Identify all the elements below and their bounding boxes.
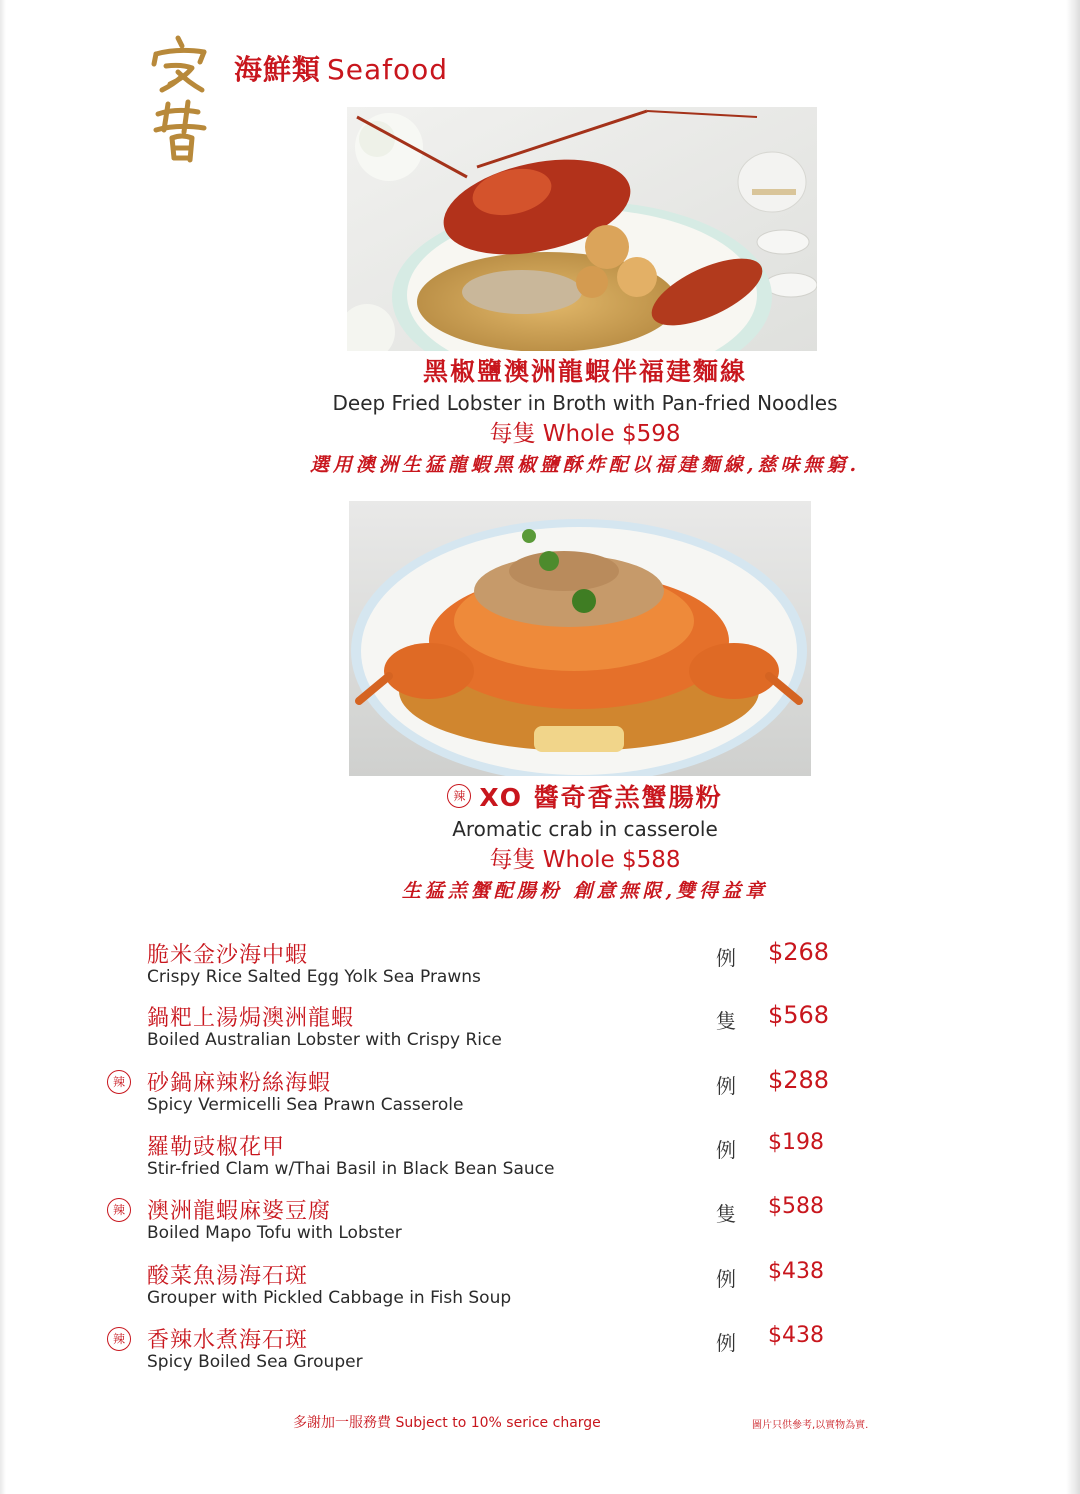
dish-description: 生猛羔蟹配腸粉 創意無限,雙得益章 (401, 880, 769, 902)
restaurant-logo (148, 34, 212, 166)
featured-dish-lobster (240, 356, 930, 480)
item-price: $588 (768, 1194, 824, 1219)
menu-item (0, 1321, 1080, 1385)
item-name-chinese: 澳洲龍蝦麻婆豆腐 (147, 1199, 332, 1224)
item-name-english: Boiled Australian Lobster with Crispy Rice (147, 1030, 502, 1050)
menu-item (0, 1064, 1080, 1128)
item-name-english: Crispy Rice Salted Egg Yolk Sea Prawns (147, 967, 481, 987)
item-name-chinese: 香辣水煮海石斑 (147, 1328, 309, 1353)
item-price: $268 (768, 938, 830, 966)
item-unit: 例 (716, 946, 736, 970)
item-name-english: Stir-fried Clam w/Thai Basil in Black Bean Sauce (147, 1159, 555, 1179)
item-price: $438 (768, 1323, 824, 1348)
item-unit: 隻 (716, 1202, 736, 1226)
dish-description: 選用澳洲生猛龍蝦黑椒鹽酥炸配以福建麵線,慈味無窮. (309, 454, 861, 476)
item-name-chinese: 脆米金沙海中蝦 (147, 943, 309, 968)
item-unit: 隻 (716, 1009, 736, 1033)
item-name-english: Grouper with Pickled Cabbage in Fish Soup (147, 1288, 512, 1308)
item-price: $438 (768, 1259, 824, 1284)
item-unit: 例 (716, 1074, 736, 1098)
featured-dish-crab (240, 782, 930, 906)
item-name-english: Spicy Vermicelli Sea Prawn Casserole (147, 1095, 464, 1115)
dish-name-english: Deep Fried Lobster in Broth with Pan-fried Noodles (332, 391, 838, 415)
menu-item (0, 1128, 1080, 1192)
menu-item (0, 1257, 1080, 1321)
title-chinese: 海鮮類 (234, 53, 322, 86)
title-english: Seafood (327, 53, 449, 86)
item-price: $198 (768, 1130, 824, 1155)
spicy-icon: 辣 (107, 1327, 131, 1351)
item-name-chinese: 砂鍋麻辣粉絲海蝦 (147, 1071, 332, 1096)
menu-item (0, 936, 1080, 1000)
item-name-english: Boiled Mapo Tofu with Lobster (147, 1223, 402, 1243)
item-unit: 例 (716, 1331, 736, 1355)
photo-disclaimer: 圖片只供參考,以實物為實. (752, 1420, 869, 1431)
item-name-chinese: 鍋粑上湯焗澳洲龍蝦 (147, 1006, 355, 1031)
item-unit: 例 (716, 1138, 736, 1162)
menu-item (0, 1192, 1080, 1256)
spicy-icon: 辣 (107, 1198, 131, 1222)
menu-item (0, 999, 1080, 1063)
item-price: $288 (768, 1066, 830, 1094)
dish-name-english: Aromatic crab in casserole (452, 817, 718, 841)
service-charge-note: 多謝加一服務費 Subject to 10% serice charge (293, 1415, 601, 1431)
dish-price: 每隻 Whole $598 (489, 421, 681, 447)
item-name-english: Spicy Boiled Sea Grouper (147, 1352, 363, 1372)
dish-price: 每隻 Whole $588 (489, 847, 681, 873)
spicy-icon: 辣 (107, 1070, 131, 1094)
dish-name-chinese: 黑椒鹽澳洲龍蝦伴福建麵線 (422, 357, 747, 386)
crab-dish-photo (349, 501, 811, 776)
spicy-icon: 辣 (447, 784, 471, 808)
item-price: $568 (768, 1001, 830, 1029)
item-unit: 例 (716, 1267, 736, 1291)
lobster-dish-photo (347, 107, 817, 351)
dish-name-chinese: 辣 XO 醬奇香羔蟹腸粉 (240, 782, 930, 814)
item-name-chinese: 酸菜魚湯海石斑 (147, 1264, 309, 1289)
page-title (234, 48, 448, 88)
item-name-chinese: 羅勒豉椒花甲 (147, 1135, 286, 1160)
